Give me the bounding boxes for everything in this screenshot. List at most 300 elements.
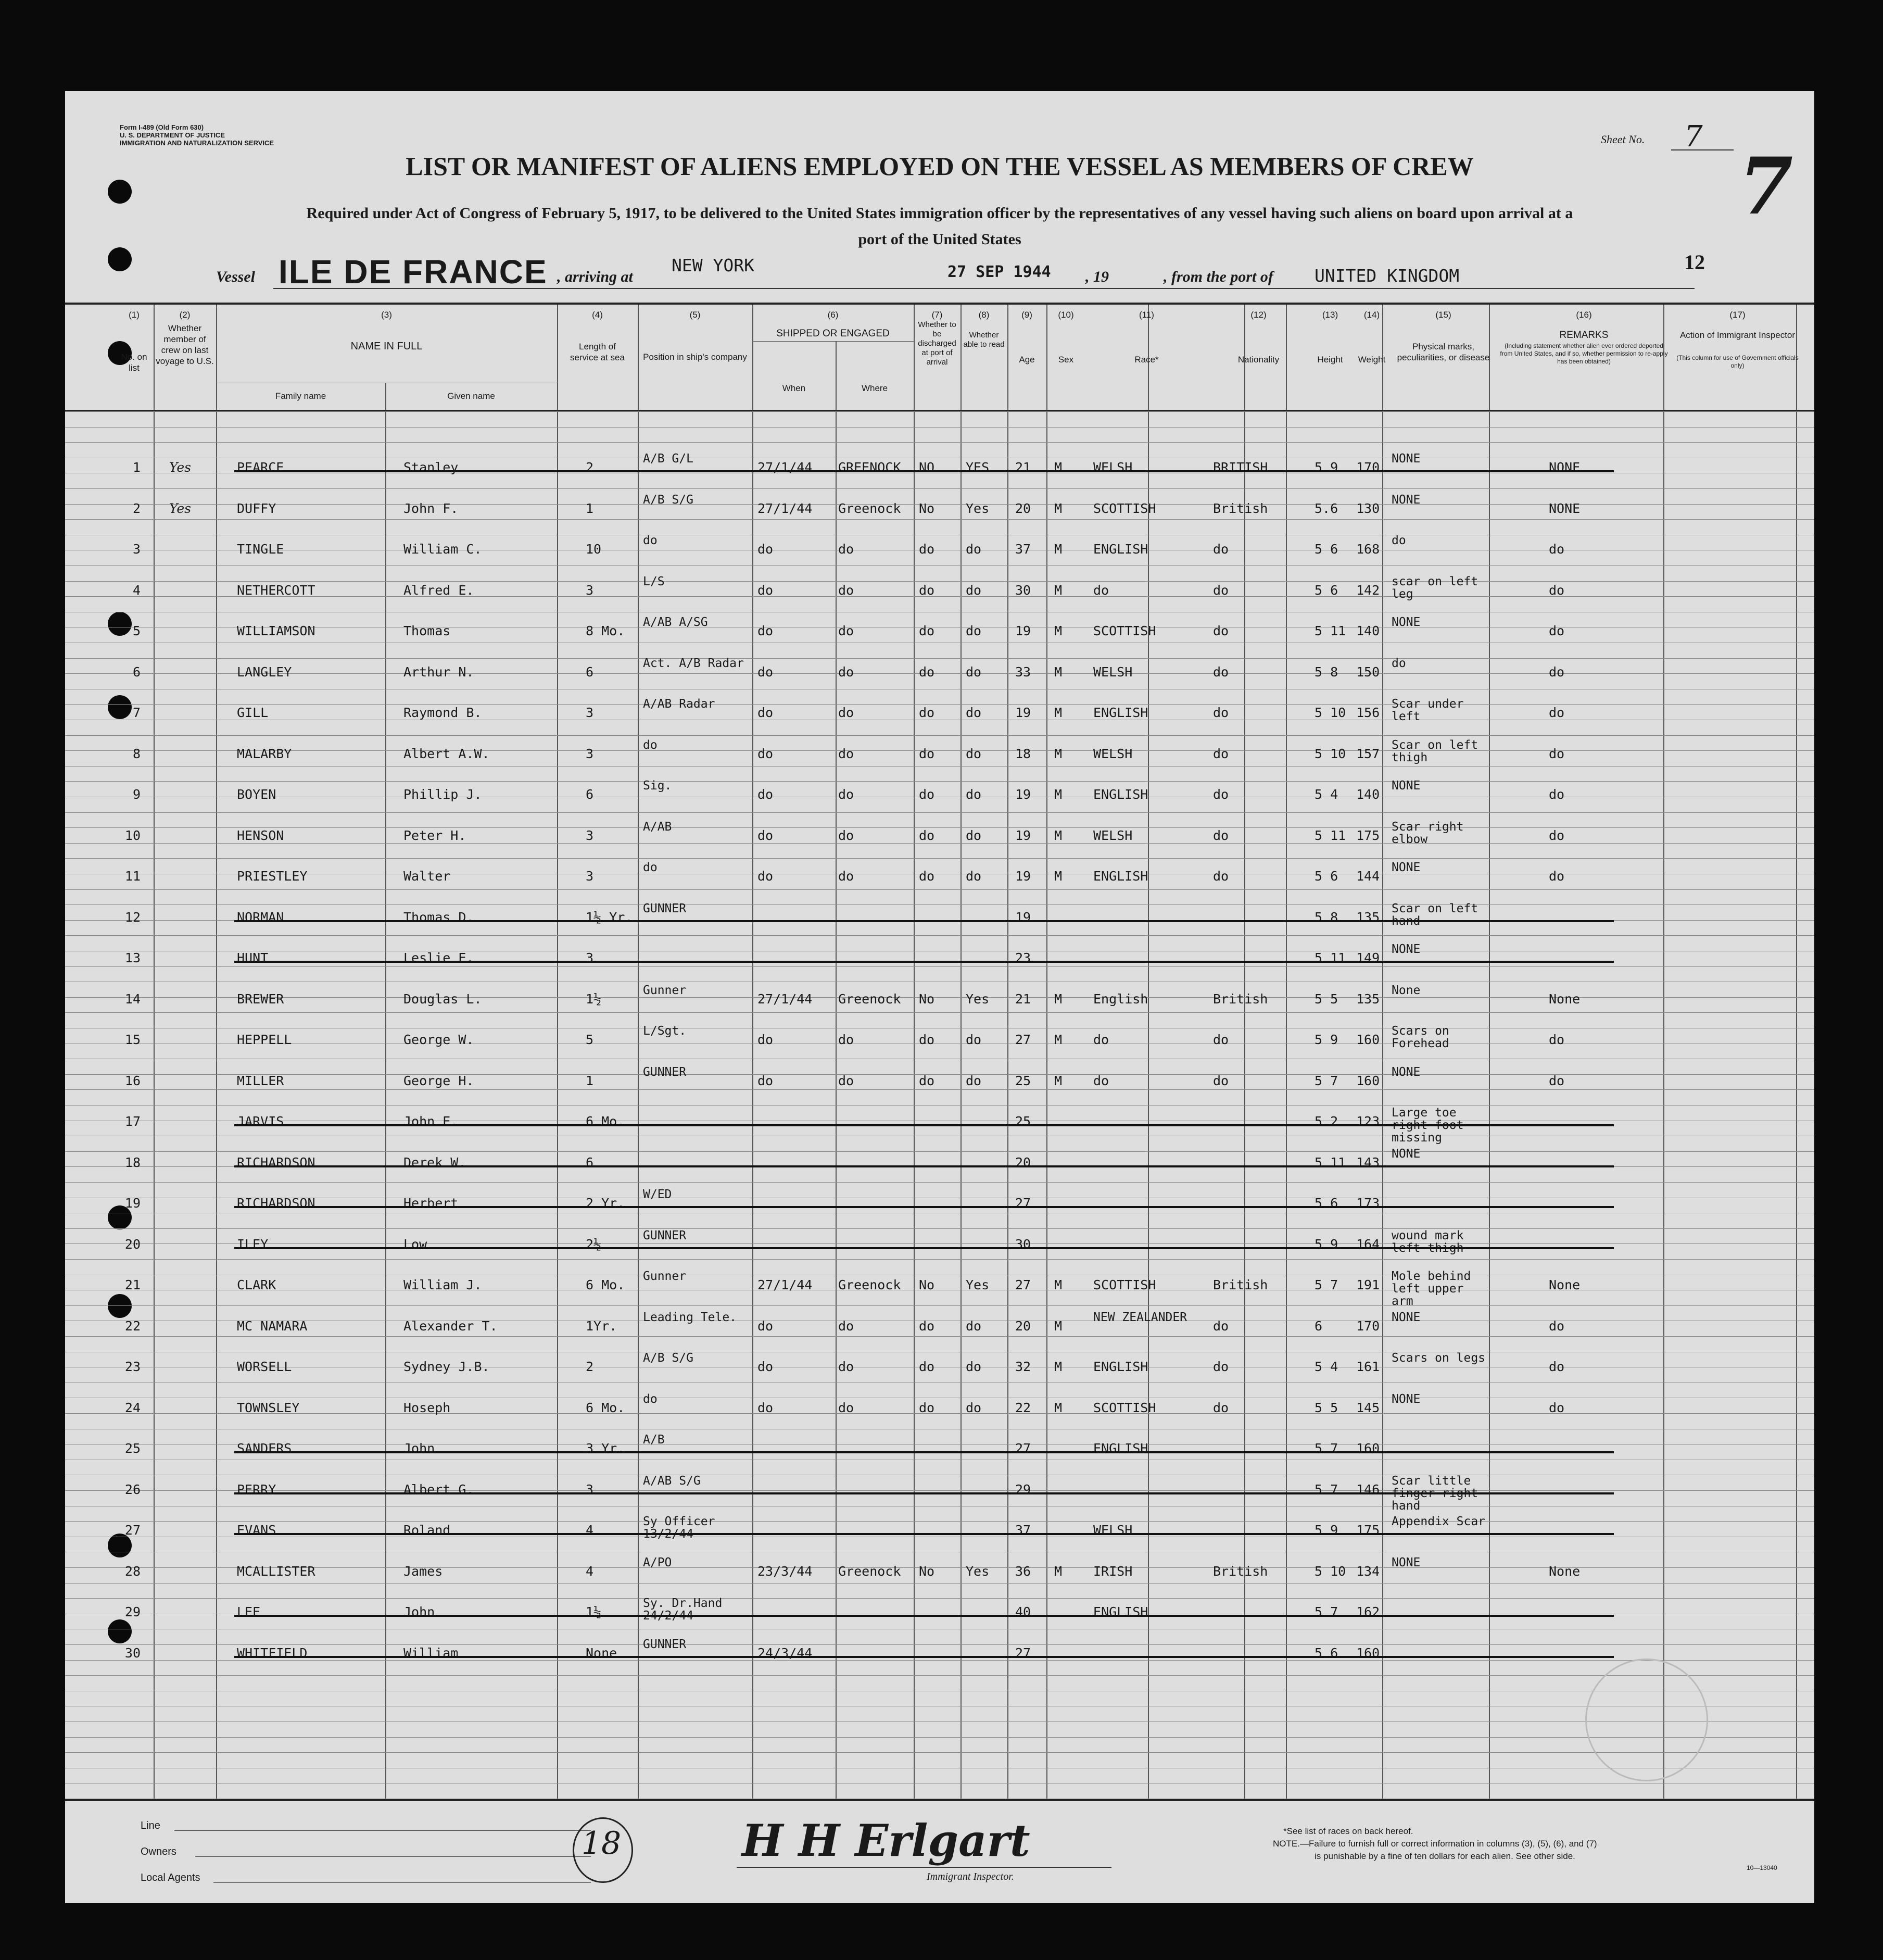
row-number: 2 <box>132 500 141 516</box>
nationality: British <box>1213 991 1268 1007</box>
able-to-read: YES <box>966 460 990 475</box>
strike-through-line <box>234 1451 1614 1453</box>
age: 29 <box>1015 1481 1031 1497</box>
col-label-14: Weight <box>1358 355 1386 365</box>
departure-port: UNITED KINGDOM <box>1315 266 1460 286</box>
position: do <box>643 534 658 547</box>
sex: M <box>1054 827 1063 843</box>
col-label-4: Length of service at sea <box>570 342 625 362</box>
age: 25 <box>1015 1073 1031 1088</box>
last-voyage: Yes <box>169 500 191 516</box>
corner-mark: 7 <box>1739 141 1793 232</box>
nationality: do <box>1213 746 1229 761</box>
height: 5 9 <box>1315 1523 1338 1538</box>
family-name: RICHARDSON <box>237 1154 315 1170</box>
strike-through-line <box>234 1247 1614 1249</box>
family-name: WHITFIELD <box>237 1645 308 1661</box>
shipped-when: do <box>757 623 774 638</box>
shipped-where: GREENOCK <box>838 460 901 475</box>
given-name: Albert G. <box>403 1481 474 1497</box>
discharged: do <box>919 1073 935 1088</box>
position: do <box>643 861 658 874</box>
sex: M <box>1054 500 1063 516</box>
given-name: Herbert <box>403 1196 459 1211</box>
discharged: do <box>919 1032 935 1047</box>
weight: 175 <box>1356 1523 1380 1538</box>
shipped-when: 27/1/44 <box>757 500 813 516</box>
race: ENGLISH <box>1093 1441 1148 1456</box>
manifest-page <box>65 91 1814 1903</box>
physical-marks: do <box>1392 656 1406 670</box>
nationality: do <box>1213 705 1229 720</box>
nationality: do <box>1213 1032 1229 1047</box>
discharged: do <box>919 1359 935 1374</box>
physical-marks: NONE <box>1392 1555 1421 1569</box>
given-name: Thomas D. <box>403 909 474 925</box>
length-service: 1½ <box>586 991 602 1007</box>
col-label-7: Whether to be discharged at port of arrival <box>918 320 956 367</box>
race: SCOTTISH <box>1093 1277 1156 1292</box>
discharged: do <box>919 746 935 761</box>
nationality: do <box>1213 582 1229 598</box>
age: 37 <box>1015 1523 1031 1538</box>
length-service: 8 Mo. <box>586 623 625 638</box>
table-row <box>65 1309 1814 1348</box>
sex: M <box>1054 1359 1063 1374</box>
given-name: John <box>403 1604 435 1619</box>
circled-number: 18 <box>581 1825 622 1862</box>
row-number: 12 <box>124 909 141 925</box>
height: 5 4 <box>1315 1359 1338 1374</box>
immigration-seal-stamp <box>1585 1659 1708 1781</box>
shipped-where: do <box>838 746 854 761</box>
strike-through-line <box>234 961 1614 963</box>
ledger-line <box>65 735 1814 736</box>
length-service: 6 Mo. <box>586 1400 625 1415</box>
col-label-17: Action of Immigrant Inspector <box>1679 330 1796 340</box>
vessel-name: ILE DE FRANCE <box>279 253 548 291</box>
row-number: 10 <box>124 827 141 843</box>
race: ENGLISH <box>1093 1359 1148 1374</box>
shipped-when: 27/1/44 <box>757 460 813 475</box>
remarks: NONE <box>1549 460 1581 475</box>
weight: 149 <box>1356 950 1380 965</box>
physical-marks: Scar little finger right hand <box>1392 1474 1478 1513</box>
physical-marks: Appendix Scar <box>1392 1515 1486 1528</box>
where-header: Where <box>861 383 888 393</box>
physical-marks: NONE <box>1392 779 1421 793</box>
length-service: 1 <box>586 500 594 516</box>
weight: 143 <box>1356 1154 1380 1170</box>
subtitle-line-1: Required under Act of Congress of February 5, 1917, to be delivered to the United States immigration officer by the representatives of any vessel having such aliens on board upon arrival at a <box>306 205 1573 222</box>
age: 20 <box>1015 1154 1031 1170</box>
discharged: NO <box>919 460 935 475</box>
weight: 175 <box>1356 827 1380 843</box>
length-service: 6 Mo. <box>586 1277 625 1292</box>
row-number: 7 <box>132 705 141 720</box>
col-num-15: (15) <box>1435 310 1451 320</box>
nationality: British <box>1213 500 1268 516</box>
physical-marks: Scar on left thigh <box>1392 738 1478 764</box>
weight: 161 <box>1356 1359 1380 1374</box>
able-to-read: do <box>966 746 982 761</box>
length-service: 4 <box>586 1523 594 1538</box>
shipped-where: Greenock <box>838 991 901 1007</box>
discharged: do <box>919 787 935 802</box>
race: SCOTTISH <box>1093 1400 1156 1415</box>
row-number: 22 <box>124 1318 141 1334</box>
position: Leading Tele. <box>643 1310 737 1324</box>
weight: 170 <box>1356 460 1380 475</box>
table-row <box>65 982 1814 1021</box>
length-service: 6 Mo. <box>586 1114 625 1129</box>
family-name: HUNT <box>237 950 269 965</box>
col-num-8: (8) <box>978 310 990 320</box>
race: WELSH <box>1093 664 1133 680</box>
shipped-when: do <box>757 827 774 843</box>
age: 27 <box>1015 1441 1031 1456</box>
given-name: Low <box>403 1236 427 1252</box>
given-name: William J. <box>403 1277 482 1292</box>
row-number: 18 <box>124 1154 141 1170</box>
vessel-underline <box>273 288 1695 289</box>
nationality: do <box>1213 869 1229 884</box>
shipped-where: do <box>838 542 854 557</box>
row-number: 16 <box>124 1073 141 1088</box>
age: 19 <box>1015 623 1031 638</box>
age: 20 <box>1015 500 1031 516</box>
height: 5 11 <box>1315 827 1346 843</box>
shipped-when: do <box>757 582 774 598</box>
remarks: do <box>1549 664 1565 680</box>
arrival-date: 27 SEP 1944 <box>947 263 1051 281</box>
given-name: Phillip J. <box>403 787 482 802</box>
family-name: NETHERCOTT <box>237 582 315 598</box>
given-name: Roland <box>403 1523 451 1538</box>
physical-marks: Scar under left <box>1392 697 1464 723</box>
shipped-when: 27/1/44 <box>757 991 813 1007</box>
table-row <box>65 1636 1814 1675</box>
remarks: do <box>1549 746 1565 761</box>
sex: M <box>1054 869 1063 884</box>
family-name: DUFFY <box>237 500 276 516</box>
able-to-read: do <box>966 1032 982 1047</box>
family-name: JARVIS <box>237 1114 284 1129</box>
given-name: Thomas <box>403 623 451 638</box>
able-to-read: do <box>966 1073 982 1088</box>
length-service: 2 Yr. <box>586 1196 625 1211</box>
row-number: 13 <box>124 950 141 965</box>
given-name: Sydney J.B. <box>403 1359 490 1374</box>
discharged: do <box>919 827 935 843</box>
given-name: John E. <box>403 1114 459 1129</box>
sex: M <box>1054 991 1063 1007</box>
age: 32 <box>1015 1359 1031 1374</box>
col-label-3: NAME IN FULL <box>350 341 423 352</box>
position: GUNNER <box>643 901 687 915</box>
length-service: 4 <box>586 1563 594 1579</box>
family-name: MALARBY <box>237 746 292 761</box>
family-name: BOYEN <box>237 787 276 802</box>
position: A/B S/G <box>643 493 693 507</box>
race: ENGLISH <box>1093 542 1148 557</box>
given-name: Albert A.W. <box>403 746 490 761</box>
sex: M <box>1054 1400 1063 1415</box>
nationality: do <box>1213 787 1229 802</box>
height: 5 7 <box>1315 1073 1338 1088</box>
footer-notes <box>1273 1825 1597 1863</box>
height: 5 4 <box>1315 787 1338 802</box>
weight: 145 <box>1356 1400 1380 1415</box>
ledger-line <box>65 411 1814 412</box>
height: 5 6 <box>1315 1196 1338 1211</box>
sex: M <box>1054 705 1063 720</box>
row-number: 29 <box>124 1604 141 1619</box>
given-name: Douglas L. <box>403 991 482 1007</box>
col-num-17: (17) <box>1729 310 1746 320</box>
race: IRISH <box>1093 1563 1133 1579</box>
given-name: John <box>403 1441 435 1456</box>
shipped-when: do <box>757 664 774 680</box>
able-to-read: Yes <box>966 1563 990 1579</box>
agents-label: Local Agents <box>141 1872 200 1883</box>
position: Gunner <box>643 1270 687 1283</box>
nationality: do <box>1213 827 1229 843</box>
position: Gunner <box>643 983 687 997</box>
sex: M <box>1054 623 1063 638</box>
nationality: do <box>1213 1400 1229 1415</box>
height: 5 9 <box>1315 1236 1338 1252</box>
weight: 162 <box>1356 1604 1380 1619</box>
physical-marks: NONE <box>1392 1392 1421 1406</box>
sheet-label: Sheet No. <box>1601 133 1645 146</box>
height: 5 6 <box>1315 582 1338 598</box>
weight: 142 <box>1356 582 1380 598</box>
height: 5 10 <box>1315 705 1346 720</box>
shipped-when: do <box>757 787 774 802</box>
nationality: BRITISH <box>1213 460 1268 475</box>
weight: 156 <box>1356 705 1380 720</box>
age: 20 <box>1015 1318 1031 1334</box>
col-num-11: (11) <box>1139 310 1154 320</box>
col-label-15: Physical marks, peculiarities, or disease <box>1397 342 1490 362</box>
row-number: 30 <box>124 1645 141 1661</box>
nationality: do <box>1213 1073 1229 1088</box>
physical-marks: Scars on Forehead <box>1392 1024 1449 1050</box>
col-label-1: No. on list <box>121 352 147 373</box>
shipped-where: Greenock <box>838 500 901 516</box>
family-name: HEPPELL <box>237 1032 292 1047</box>
subtitle <box>143 200 1736 253</box>
physical-marks: NONE <box>1392 1310 1421 1324</box>
position: Sy. Dr.Hand 24/2/44 <box>643 1597 723 1623</box>
col-label-13: Height <box>1317 355 1343 365</box>
weight: 130 <box>1356 500 1380 516</box>
physical-marks: Large toe right foot missing <box>1392 1106 1464 1145</box>
shipped-where: do <box>838 1359 854 1374</box>
family-name: WILLIAMSON <box>237 623 315 638</box>
given-name: James <box>403 1563 443 1579</box>
nationality: do <box>1213 1359 1229 1374</box>
able-to-read: do <box>966 705 982 720</box>
given-name-header: Given name <box>447 391 495 401</box>
row-number: 26 <box>124 1481 141 1497</box>
height: 5 6 <box>1315 542 1338 557</box>
sex: M <box>1054 1277 1063 1292</box>
discharged: No <box>919 1563 935 1579</box>
family-name: PEARCE <box>237 460 284 475</box>
family-name: BREWER <box>237 991 284 1007</box>
nationality: do <box>1213 664 1229 680</box>
weight: 160 <box>1356 1645 1380 1661</box>
position: W/ED <box>643 1188 672 1201</box>
able-to-read: do <box>966 664 982 680</box>
shipped-when: do <box>757 1032 774 1047</box>
age: 19 <box>1015 705 1031 720</box>
row-number: 17 <box>124 1114 141 1129</box>
length-service: 6 <box>586 1154 594 1170</box>
col-num-14: (14) <box>1363 310 1380 320</box>
length-service: 2 <box>586 460 594 475</box>
remarks: do <box>1549 1359 1565 1374</box>
length-service: 2 <box>586 1359 594 1374</box>
shipped-where: do <box>838 582 854 598</box>
age: 30 <box>1015 582 1031 598</box>
position: L/S <box>643 574 665 588</box>
discharged: do <box>919 582 935 598</box>
able-to-read: do <box>966 1400 982 1415</box>
shipped-where: do <box>838 1318 854 1334</box>
family-name: PERRY <box>237 1481 276 1497</box>
remarks: None <box>1549 1563 1581 1579</box>
given-name: Peter H. <box>403 827 466 843</box>
position: A/PO <box>643 1555 672 1569</box>
age: 25 <box>1015 1114 1031 1129</box>
length-service: 3 <box>586 746 594 761</box>
length-service: 5 <box>586 1032 594 1047</box>
shipped-when: do <box>757 1359 774 1374</box>
height: 5 11 <box>1315 1154 1346 1170</box>
table-row <box>65 573 1814 612</box>
row-number: 23 <box>124 1359 141 1374</box>
length-service: 10 <box>586 542 602 557</box>
shipped-where: do <box>838 869 854 884</box>
row-number: 5 <box>132 623 141 638</box>
ledger-line <box>65 1675 1814 1676</box>
race: do <box>1093 1073 1109 1088</box>
given-name: John F. <box>403 500 459 516</box>
given-name: Arthur N. <box>403 664 474 680</box>
row-number: 28 <box>124 1563 141 1579</box>
col-num-1: (1) <box>129 310 140 320</box>
col-label-9: Age <box>1019 355 1035 365</box>
race: ENGLISH <box>1093 705 1148 720</box>
signature-rule <box>737 1867 1111 1868</box>
table-row <box>65 1186 1814 1225</box>
age: 27 <box>1015 1277 1031 1292</box>
table-row <box>65 900 1814 939</box>
col-label-6: SHIPPED OR ENGAGED <box>776 328 890 339</box>
position: A/AB A/SG <box>643 615 708 629</box>
discharged: do <box>919 1400 935 1415</box>
col-num-7: (7) <box>931 310 943 320</box>
table-bottom-border <box>65 1799 1814 1801</box>
shipped-where: do <box>838 664 854 680</box>
physical-marks: NONE <box>1392 1065 1421 1079</box>
position: GUNNER <box>643 1637 687 1651</box>
col-num-2: (2) <box>179 310 191 320</box>
height: 5 2 <box>1315 1114 1338 1129</box>
discharged: No <box>919 991 935 1007</box>
height: 5 10 <box>1315 1563 1346 1579</box>
length-service: 3 <box>586 582 594 598</box>
nationality: British <box>1213 1563 1268 1579</box>
shipped-where: do <box>838 1400 854 1415</box>
race: WELSH <box>1093 460 1133 475</box>
height: 5 5 <box>1315 1400 1338 1415</box>
given-name: Hoseph <box>403 1400 451 1415</box>
weight: 135 <box>1356 991 1380 1007</box>
length-service: 3 Yr. <box>586 1441 625 1456</box>
race: SCOTTISH <box>1093 500 1156 516</box>
weight: 168 <box>1356 542 1380 557</box>
able-to-read: do <box>966 542 982 557</box>
weight: 160 <box>1356 1441 1380 1456</box>
age: 30 <box>1015 1236 1031 1252</box>
line-label: Line <box>141 1820 160 1831</box>
weight: 123 <box>1356 1114 1380 1129</box>
owners-rule <box>195 1856 591 1857</box>
position: A/B S/G <box>643 1351 693 1365</box>
position: L/Sgt. <box>643 1024 687 1038</box>
shipped-where: do <box>838 623 854 638</box>
given-name: William <box>403 1645 459 1661</box>
shipped-when: do <box>757 1400 774 1415</box>
weight: 160 <box>1356 1073 1380 1088</box>
weight: 144 <box>1356 869 1380 884</box>
table-row <box>65 1064 1814 1102</box>
col-num-9: (9) <box>1021 310 1032 320</box>
sex: M <box>1054 582 1063 598</box>
able-to-read: do <box>966 582 982 598</box>
race: SCOTTISH <box>1093 623 1156 638</box>
form-id-block <box>120 123 274 147</box>
strike-through-line <box>234 1206 1614 1208</box>
race: do <box>1093 1032 1109 1047</box>
weight: 150 <box>1356 664 1380 680</box>
age: 23 <box>1015 950 1031 965</box>
race: WELSH <box>1093 1523 1133 1538</box>
punch-hole <box>108 180 132 204</box>
table-row <box>65 492 1814 530</box>
physical-marks: Scar on left hand <box>1392 901 1478 928</box>
weight: 164 <box>1356 1236 1380 1252</box>
col-num-16: (16) <box>1576 310 1592 320</box>
row-number: 21 <box>124 1277 141 1292</box>
weight: 157 <box>1356 746 1380 761</box>
length-service: 1 <box>586 1073 594 1088</box>
shipped-where: do <box>838 705 854 720</box>
table-row <box>65 819 1814 857</box>
able-to-read: Yes <box>966 991 990 1007</box>
family-name: ILEY <box>237 1236 269 1252</box>
arriving-label: , arriving at <box>557 268 633 285</box>
remarks: do <box>1549 623 1565 638</box>
position: do <box>643 1392 658 1406</box>
col-num-6: (6) <box>827 310 839 320</box>
given-name: Stanley <box>403 460 459 475</box>
nationality: do <box>1213 542 1229 557</box>
